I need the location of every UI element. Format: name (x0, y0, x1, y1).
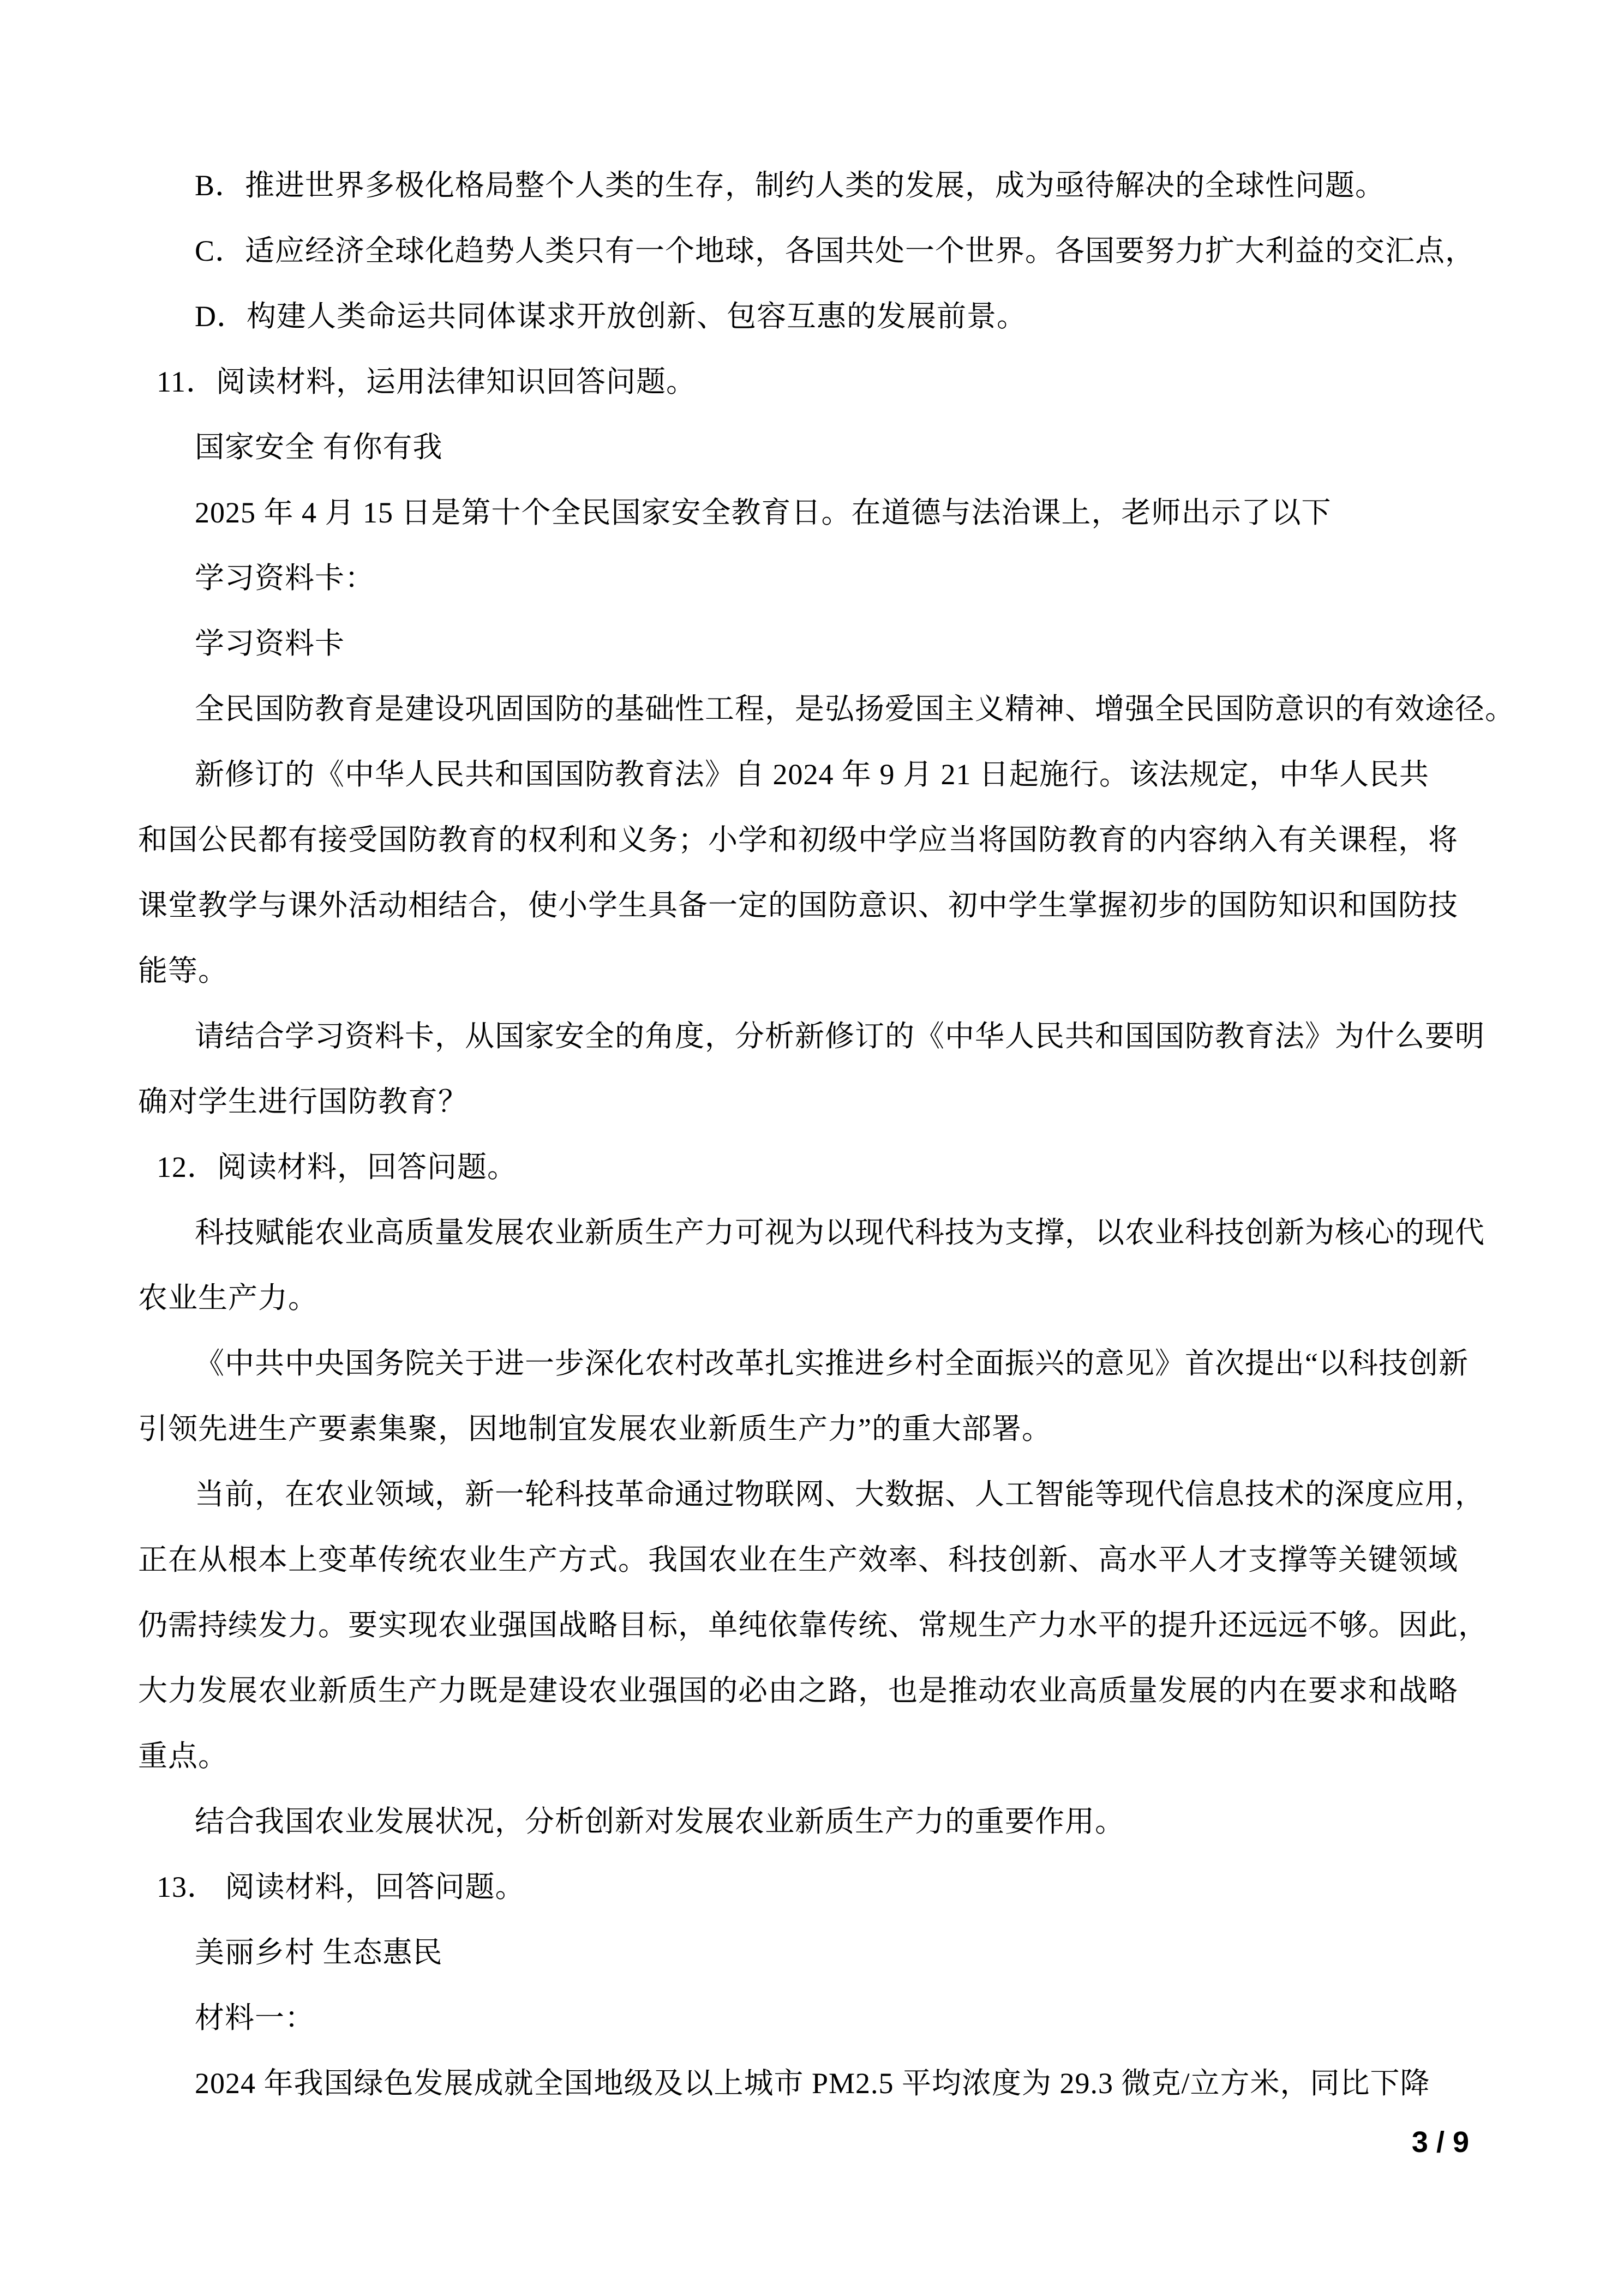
text-line: 科技赋能农业高质量发展农业新质生产力可视为以现代科技为支撑，以农业科技创新为核心的现代 (195, 1216, 1485, 1249)
question-11-line: 11．阅读材料，运用法律知识回答问题。 (157, 365, 696, 398)
text-line: 新修订的《中华人民共和国国防教育法》自 2024 年 9 月 21 日起施行。该法规定，中华人民共 (195, 758, 1429, 791)
text-line: 正在从根本上变革传统农业生产方式。我国农业在生产效率、科技创新、高水平人才支撑等关键领域 (138, 1543, 1458, 1576)
material-label-line: 材料一： (195, 2002, 315, 2034)
option-d-line: D．构建人类命运共同体谋求开放创新、包容互惠的发展前景。 (195, 300, 1027, 333)
text-line: 确对学生进行国防教育？ (138, 1085, 468, 1118)
text-line: 结合我国农业发展状况，分析创新对发展农业新质生产力的重要作用。 (195, 1805, 1125, 1838)
text-line: 重点。 (138, 1740, 228, 1772)
text-line: 农业生产力。 (138, 1282, 318, 1314)
text-line: 引领先进生产要素集聚，因地制宜发展农业新质生产力”的重大部署。 (138, 1413, 1052, 1445)
text-line: 课堂教学与课外活动相结合，使小学生具备一定的国防意识、初中学生掌握初步的国防知识和国防技 (138, 889, 1458, 922)
text-line: 仍需持续发力。要实现农业强国战略目标，单纯依靠传统、常规生产力水平的提升还远远不够。因此， (138, 1609, 1488, 1642)
text-line: 当前，在农业领域，新一轮科技革命通过物联网、大数据、人工智能等现代信息技术的深度应用， (195, 1478, 1485, 1511)
text-line: 能等。 (138, 954, 228, 987)
text-line: 大力发展农业新质生产力既是建设农业强国的必由之路，也是推动农业高质量发展的内在要求和战略 (138, 1674, 1458, 1707)
text-line: 学习资料卡： (195, 562, 375, 594)
question-12-line: 12．阅读材料，回答问题。 (157, 1151, 517, 1183)
option-c-line: C．适应经济全球化趋势人类只有一个地球，各国共处一个世界。各国要努力扩大利益的交汇点， (195, 235, 1476, 267)
document-body (138, 153, 1515, 2116)
text-line: 全民国防教育是建设巩固国防的基础性工程，是弘扬爱国主义精神、增强全民国防意识的有效途径。 (195, 693, 1515, 725)
text-line: 和国公民都有接受国防教育的权利和义务；小学和初级中学应当将国防教育的内容纳入有关课程，将 (138, 824, 1458, 856)
material-title-line: 国家安全 有你有我 (195, 431, 443, 464)
text-line: 2024 年我国绿色发展成就全国地级及以上城市 PM2.5 平均浓度为 29.3 微克/立方米，同比下降 (195, 2067, 1430, 2100)
page-number: 3 / 9 (1411, 2126, 1469, 2159)
material-title-line: 美丽乡村 生态惠民 (195, 1936, 443, 1969)
text-line: 请结合学习资料卡，从国家安全的角度，分析新修订的《中华人民共和国国防教育法》为什么要明 (195, 1020, 1485, 1053)
option-b-line: B．推进世界多极化格局整个人类的生存，制约人类的发展，成为亟待解决的全球性问题。 (195, 169, 1386, 202)
question-13-line: 13． 阅读材料，回答问题。 (157, 1871, 525, 1903)
text-line: 学习资料卡 (195, 627, 345, 660)
text-line: 2025 年 4 月 15 日是第十个全民国家安全教育日。在道德与法治课上，老师出示了以下 (195, 496, 1332, 529)
text-line: 《中共中央国务院关于进一步深化农村改革扎实推进乡村全面振兴的意见》首次提出“以科技创新 (195, 1347, 1469, 1380)
